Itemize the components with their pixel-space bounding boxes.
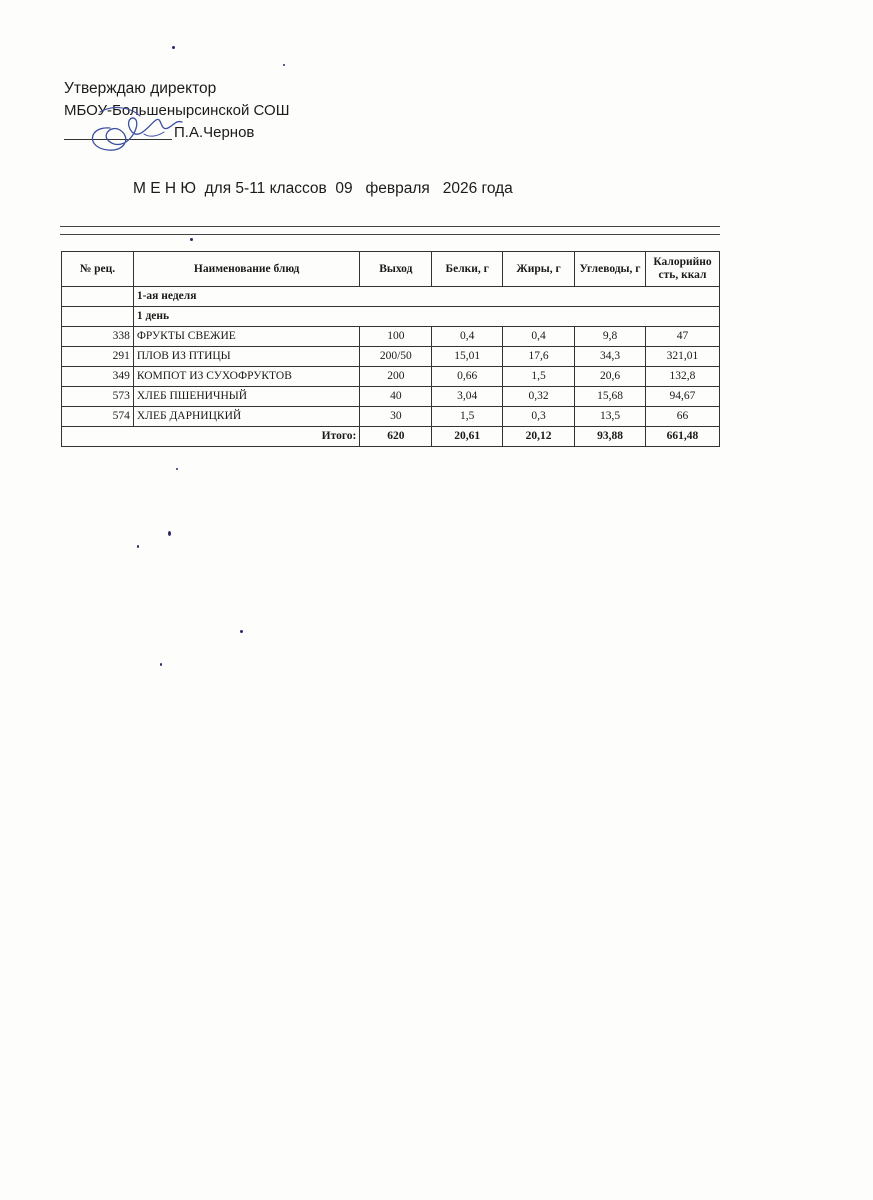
day-label: 1 день: [133, 307, 719, 327]
approval-block: [64, 78, 289, 144]
fat-value: 0,4: [503, 327, 575, 347]
signature-line: [64, 122, 289, 144]
header-kcal: Калорийно сть, ккал: [645, 252, 719, 287]
kcal-value: 132,8: [645, 367, 719, 387]
dish-name: ХЛЕБ ПШЕНИЧНЫЙ: [133, 387, 360, 407]
table-row: [62, 347, 720, 367]
header-protein: Белки, г: [432, 252, 503, 287]
dish-name: ХЛЕБ ДАРНИЦКИЙ: [133, 407, 360, 427]
carbs-value: 20,6: [575, 367, 646, 387]
kcal-value: 94,67: [645, 387, 719, 407]
yield-value: 30: [360, 407, 432, 427]
second-rule: [60, 234, 720, 235]
approval-line-director: Утверждаю директор: [64, 80, 217, 97]
menu-table: [61, 251, 720, 447]
total-protein: 20,61: [432, 427, 503, 447]
fat-value: 1,5: [503, 367, 575, 387]
scan-speck: [283, 64, 285, 66]
day-row: [62, 307, 720, 327]
total-carbs: 93,88: [575, 427, 646, 447]
header-carbs: Углеводы, г: [575, 252, 646, 287]
menu-title: М Е Н Ю для 5-11 классов 09 февраля 2026 года: [133, 180, 513, 197]
rec-number: 338: [62, 327, 134, 347]
carbs-value: 13,5: [575, 407, 646, 427]
rec-number: 573: [62, 387, 134, 407]
yield-value: 40: [360, 387, 432, 407]
rec-number: 349: [62, 367, 134, 387]
total-fat: 20,12: [503, 427, 575, 447]
header-yield: Выход: [360, 252, 432, 287]
yield-value: 100: [360, 327, 432, 347]
fat-value: 0,3: [503, 407, 575, 427]
dish-name: КОМПОТ ИЗ СУХОФРУКТОВ: [133, 367, 360, 387]
carbs-value: 34,3: [575, 347, 646, 367]
scan-speck: [137, 545, 139, 548]
fat-value: 0,32: [503, 387, 575, 407]
scan-speck: [176, 468, 178, 470]
rec-number: 574: [62, 407, 134, 427]
protein-value: 0,4: [432, 327, 503, 347]
week-label: 1-ая неделя: [133, 287, 719, 307]
total-row: [62, 427, 720, 447]
carbs-value: 9,8: [575, 327, 646, 347]
dish-name: ФРУКТЫ СВЕЖИЕ: [133, 327, 360, 347]
scan-speck: [168, 531, 171, 536]
dish-name: ПЛОВ ИЗ ПТИЦЫ: [133, 347, 360, 367]
week-row-spacer: [62, 287, 134, 307]
total-yield: 620: [360, 427, 432, 447]
header-rec: № рец.: [62, 252, 134, 287]
day-row-spacer: [62, 307, 134, 327]
scan-speck: [240, 630, 243, 633]
table-row: [62, 387, 720, 407]
yield-value: 200: [360, 367, 432, 387]
table-header-row: [62, 252, 720, 287]
scan-speck: [172, 46, 175, 49]
signer-name: П.А.Чернов: [174, 124, 255, 141]
rec-number: 291: [62, 347, 134, 367]
header-fat: Жиры, г: [503, 252, 575, 287]
fat-value: 17,6: [503, 347, 575, 367]
table-row: [62, 327, 720, 347]
approval-line-school: МБОУ-Большенырсинской СОШ: [64, 102, 290, 119]
table-row: [62, 367, 720, 387]
scan-speck: [160, 663, 162, 666]
protein-value: 0,66: [432, 367, 503, 387]
kcal-value: 66: [645, 407, 719, 427]
handwritten-signature: [80, 98, 190, 158]
table-row: [62, 407, 720, 427]
kcal-value: 47: [645, 327, 719, 347]
total-label: Итого:: [62, 427, 360, 447]
yield-value: 200/50: [360, 347, 432, 367]
protein-value: 3,04: [432, 387, 503, 407]
protein-value: 15,01: [432, 347, 503, 367]
kcal-value: 321,01: [645, 347, 719, 367]
protein-value: 1,5: [432, 407, 503, 427]
scan-speck: [190, 238, 193, 241]
carbs-value: 15,68: [575, 387, 646, 407]
top-rule: [60, 226, 720, 227]
total-kcal: 661,48: [645, 427, 719, 447]
header-name: Наименование блюд: [133, 252, 360, 287]
week-row: [62, 287, 720, 307]
